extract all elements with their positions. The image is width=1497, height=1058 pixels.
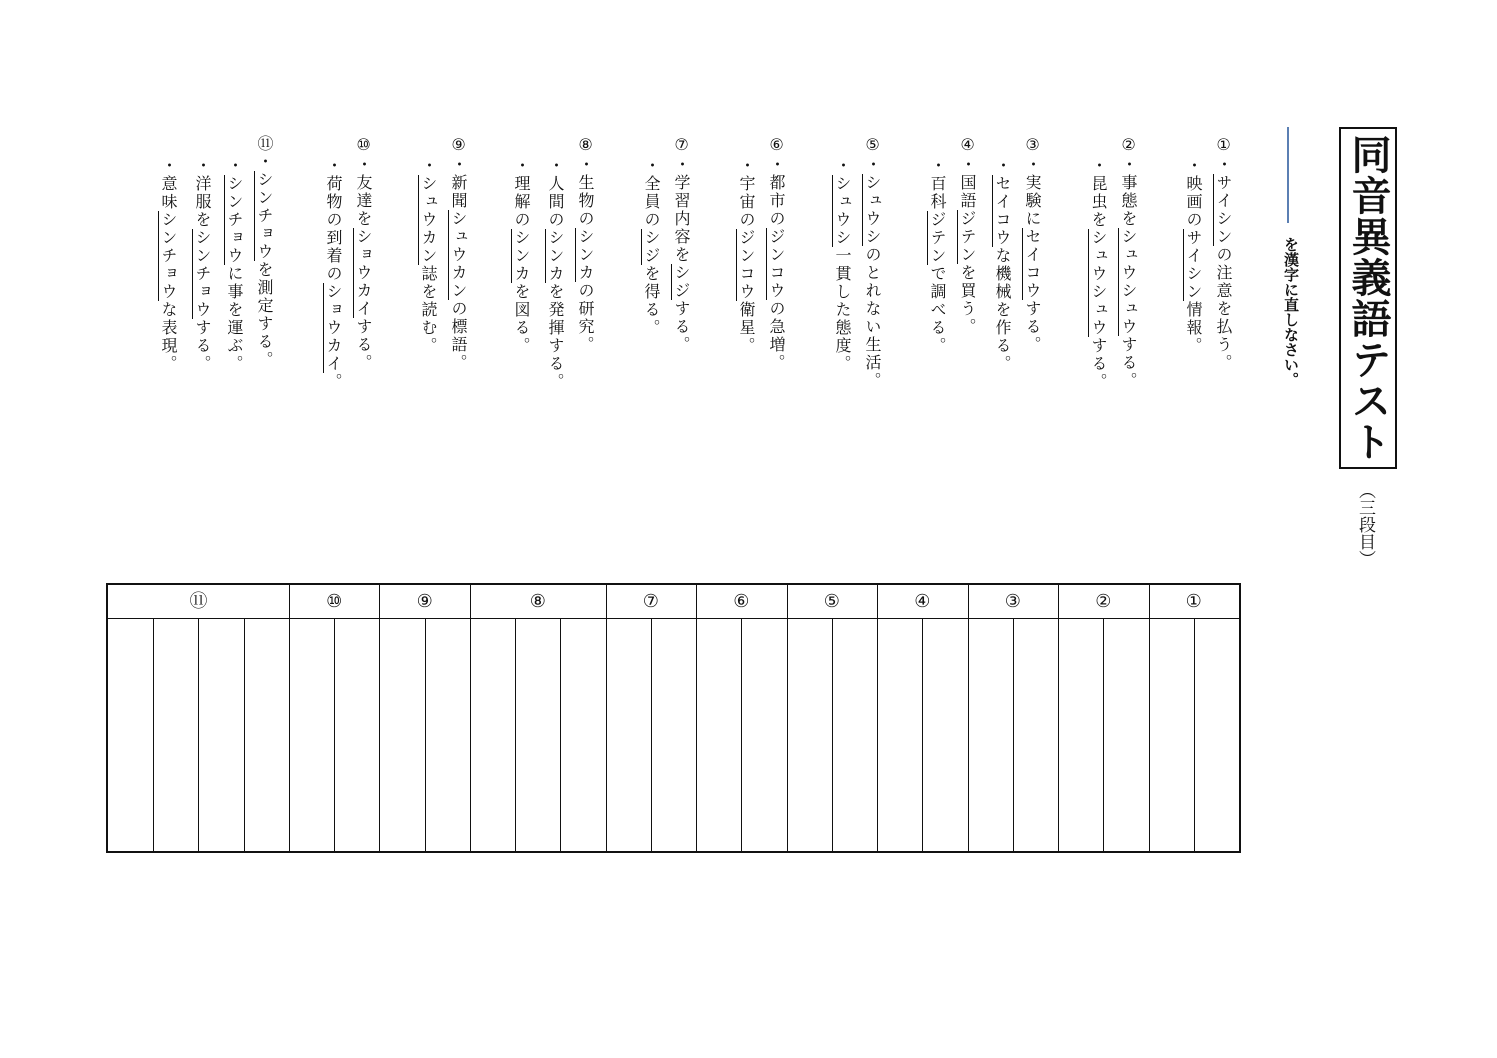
- sentence-prefix: 荷物の到着の: [324, 175, 343, 283]
- question-1-line-2: [1183, 157, 1203, 355]
- question-9-line-1: [448, 135, 468, 372]
- target-katakana: シュウシュウ: [1089, 229, 1108, 337]
- question-11-line-3: [192, 157, 212, 373]
- answer-box-divider: [198, 619, 199, 851]
- sentence-suffix: に事を運ぶ。: [225, 265, 244, 373]
- target-katakana: ジテン: [958, 210, 977, 264]
- bullet-dot: ・: [1089, 157, 1108, 175]
- bullet-dot: ・: [767, 156, 786, 174]
- target-katakana: シュウカン: [449, 210, 468, 300]
- answer-box-divider: [1194, 619, 1195, 851]
- target-katakana: シュウシ: [833, 175, 852, 247]
- sentence-suffix: する。: [1023, 300, 1042, 354]
- bullet-dot: ・: [672, 156, 691, 174]
- sentence-suffix: する。: [193, 319, 212, 373]
- bullet-dot: ・: [1214, 156, 1233, 174]
- answer-box-divider: [651, 619, 652, 851]
- sentence-suffix: 誌を読む。: [419, 265, 438, 355]
- question-number: ⑧: [576, 135, 595, 156]
- sentence-suffix: を買う。: [958, 264, 977, 336]
- question-number: ⑩: [354, 135, 373, 156]
- question-number: ③: [1023, 135, 1042, 156]
- sentence-suffix: 衛星。: [737, 301, 756, 355]
- sentence-prefix: 実験に: [1023, 174, 1042, 228]
- question-number: ④: [958, 135, 977, 156]
- answer-column-header: ⑥: [733, 591, 750, 612]
- question-11-line-4: [158, 157, 178, 373]
- sentence-suffix: を図る。: [512, 283, 531, 355]
- answer-group-divider: [877, 585, 878, 851]
- answer-group-divider: [968, 585, 969, 851]
- target-katakana: シンカ: [546, 229, 565, 283]
- sentence-suffix: 。: [324, 373, 343, 391]
- bullet-dot: ・: [642, 157, 661, 175]
- question-number: ⑥: [767, 135, 786, 156]
- answer-box-divider: [922, 619, 923, 851]
- target-katakana: シュウシ: [863, 174, 882, 246]
- target-katakana: シジ: [642, 229, 661, 265]
- answer-box-divider: [515, 619, 516, 851]
- target-katakana: ジテン: [928, 211, 947, 265]
- target-katakana: セイコウ: [993, 175, 1012, 247]
- page-subtitle: （三段目）: [1355, 482, 1375, 567]
- bullet-dot: ・: [928, 157, 947, 175]
- sentence-prefix: 意味: [159, 175, 178, 211]
- answer-box-divider: [1013, 619, 1014, 851]
- bullet-dot: ・: [546, 157, 565, 175]
- target-katakana: シンカ: [512, 229, 531, 283]
- target-katakana: シュウカン: [419, 175, 438, 265]
- sentence-suffix: を発揮する。: [546, 283, 565, 391]
- question-4-line-2: [927, 157, 947, 355]
- sentence-prefix: 全員の: [642, 175, 661, 229]
- sentence-suffix: のとれない生活。: [863, 246, 882, 390]
- answer-column-header: ③: [1004, 591, 1021, 612]
- target-katakana: サイシン: [1214, 174, 1233, 246]
- answer-box-divider: [425, 619, 426, 851]
- answer-grid: [106, 583, 1241, 853]
- title-box: [1339, 127, 1397, 469]
- instruction-sample-line: [1287, 127, 1289, 223]
- target-katakana: シンカ: [576, 228, 595, 282]
- answer-box-divider: [560, 619, 561, 851]
- answer-group-divider: [379, 585, 380, 851]
- answer-group-divider: [470, 585, 471, 851]
- question-5-line-2: [832, 157, 852, 373]
- page-title: 同音異義語テスト: [1345, 134, 1391, 462]
- sentence-suffix: の注意を払う。: [1214, 246, 1233, 372]
- sentence-prefix: 映画の: [1184, 175, 1203, 229]
- bullet-dot: ・: [449, 156, 468, 174]
- target-katakana: シンチョウ: [225, 175, 244, 265]
- question-8-line-3: [511, 157, 531, 355]
- bullet-dot: ・: [1184, 157, 1203, 175]
- sentence-suffix: な機械を作る。: [993, 247, 1012, 373]
- question-3-line-2: [992, 157, 1012, 373]
- question-number: ②: [1119, 135, 1138, 156]
- bullet-dot: ・: [958, 156, 977, 174]
- bullet-dot: ・: [324, 157, 343, 175]
- target-katakana: シュウシュウ: [1119, 228, 1138, 336]
- sentence-prefix: 理解の: [512, 175, 531, 229]
- answer-column-header: ⑪: [189, 591, 208, 612]
- question-11-line-2: [224, 157, 244, 373]
- bullet-dot: ・: [863, 156, 882, 174]
- question-10-line-2: [323, 157, 343, 391]
- question-7-line-1: [671, 135, 691, 354]
- answer-group-divider: [1149, 585, 1150, 851]
- bullet-dot: ・: [993, 157, 1012, 175]
- answer-group-divider: [696, 585, 697, 851]
- bullet-dot: ・: [419, 157, 438, 175]
- sentence-prefix: 宇宙の: [737, 175, 756, 229]
- answer-group-divider: [606, 585, 607, 851]
- question-2-line-2: [1088, 157, 1108, 391]
- sentence-prefix: 生物の: [576, 174, 595, 228]
- sentence-prefix: 洋服を: [193, 175, 212, 229]
- question-9-line-2: [418, 157, 438, 355]
- question-number: ⑤: [863, 135, 882, 156]
- answer-column-header: ⑩: [326, 591, 343, 612]
- bullet-dot: ・: [255, 153, 274, 171]
- bullet-dot: ・: [193, 157, 212, 175]
- sentence-suffix: する。: [354, 318, 373, 372]
- sentence-suffix: で調べる。: [928, 265, 947, 355]
- target-katakana: セイコウ: [1023, 228, 1042, 300]
- bullet-dot: ・: [737, 157, 756, 175]
- question-1-line-1: [1213, 135, 1233, 372]
- sentence-prefix: 事態を: [1119, 174, 1138, 228]
- answer-box-divider: [741, 619, 742, 851]
- sentence-suffix: する。: [672, 300, 691, 354]
- question-4-line-1: [957, 135, 977, 336]
- sentence-prefix: 友達を: [354, 174, 373, 228]
- question-11-line-1: [254, 135, 274, 369]
- answer-column-header: ⑧: [529, 591, 546, 612]
- question-number: ⑦: [672, 135, 691, 156]
- sentence-prefix: 都市の: [767, 174, 786, 228]
- answer-box-divider: [1103, 619, 1104, 851]
- answer-column-header: ①: [1185, 591, 1202, 612]
- bullet-dot: ・: [512, 157, 531, 175]
- target-katakana: シンチョウ: [159, 211, 178, 301]
- question-8-line-1: [575, 135, 595, 354]
- question-number: ⑪: [255, 135, 274, 153]
- target-katakana: ジンコウ: [737, 229, 756, 301]
- sentence-prefix: 学習内容を: [672, 174, 691, 264]
- answer-box-divider: [832, 619, 833, 851]
- bullet-dot: ・: [1119, 156, 1138, 174]
- question-10-line-1: [353, 135, 373, 372]
- question-6-line-1: [766, 135, 786, 372]
- sentence-suffix: 一貫した態度。: [833, 247, 852, 373]
- sentence-prefix: 人間の: [546, 175, 565, 229]
- bullet-dot: ・: [833, 157, 852, 175]
- answer-grid-header-divider: [108, 618, 1239, 619]
- question-number: ①: [1214, 135, 1233, 156]
- answer-column-header: ②: [1095, 591, 1112, 612]
- sentence-suffix: な表現。: [159, 301, 178, 373]
- sentence-prefix: 国語: [958, 174, 977, 210]
- answer-box-divider: [153, 619, 154, 851]
- sentence-prefix: 新聞: [449, 174, 468, 210]
- answer-box-divider: [244, 619, 245, 851]
- question-2-line-1: [1118, 135, 1138, 390]
- bullet-dot: ・: [225, 157, 244, 175]
- sentence-suffix: の研究。: [576, 282, 595, 354]
- target-katakana: ショウカイ: [354, 228, 373, 318]
- target-katakana: ジンコウ: [767, 228, 786, 300]
- bullet-dot: ・: [159, 157, 178, 175]
- question-7-line-2: [641, 157, 661, 337]
- answer-column-header: ⑤: [823, 591, 840, 612]
- answer-column-header: ④: [914, 591, 931, 612]
- sentence-suffix: を測定する。: [255, 261, 274, 369]
- sentence-prefix: 百科: [928, 175, 947, 211]
- question-3-line-1: [1022, 135, 1042, 354]
- target-katakana: シジ: [672, 264, 691, 300]
- question-8-line-2: [545, 157, 565, 391]
- sentence-prefix: 昆虫を: [1089, 175, 1108, 229]
- bullet-dot: ・: [1023, 156, 1042, 174]
- answer-column-header: ⑨: [416, 591, 433, 612]
- answer-group-divider: [289, 585, 290, 851]
- answer-column-header: ⑦: [642, 591, 659, 612]
- sentence-suffix: の標語。: [449, 300, 468, 372]
- target-katakana: シンチョウ: [193, 229, 212, 319]
- sentence-suffix: を得る。: [642, 265, 661, 337]
- question-5-line-1: [862, 135, 882, 390]
- sentence-suffix: する。: [1119, 336, 1138, 390]
- bullet-dot: ・: [576, 156, 595, 174]
- target-katakana: サイシン: [1184, 229, 1203, 301]
- answer-group-divider: [1058, 585, 1059, 851]
- question-6-line-2: [736, 157, 756, 355]
- sentence-suffix: の急増。: [767, 300, 786, 372]
- instruction-text: を漢字に直しなさい。: [1282, 237, 1300, 387]
- sentence-suffix: する。: [1089, 337, 1108, 391]
- bullet-dot: ・: [354, 156, 373, 174]
- answer-group-divider: [787, 585, 788, 851]
- question-number: ⑨: [449, 135, 468, 156]
- target-katakana: ショウカイ: [324, 283, 343, 373]
- sentence-suffix: 情報。: [1184, 301, 1203, 355]
- target-katakana: シンチョウ: [255, 171, 274, 261]
- answer-box-divider: [334, 619, 335, 851]
